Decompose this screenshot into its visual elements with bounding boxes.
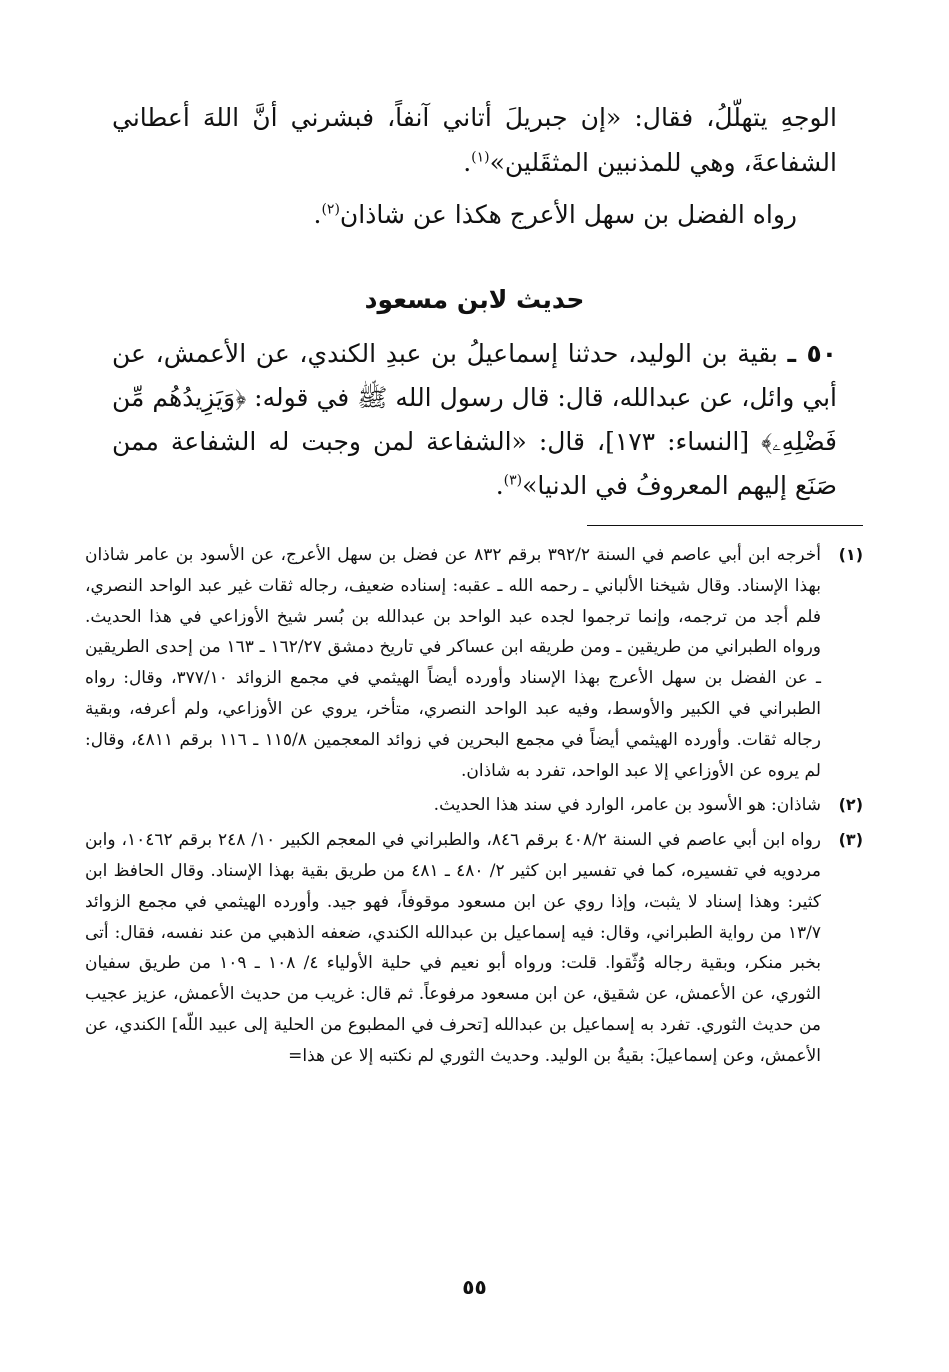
footnote-divider bbox=[587, 525, 863, 526]
footnote-ref-1[interactable]: (١) bbox=[471, 149, 490, 166]
hadith-text: بقية بن الوليد، حدثنا إسماعيلُ بن عبدِ الكندي، عن الأعمش، عن أبي وائل، عن عبدالله، قال: قال رسول الله ﷺ في قوله: ﴿وَيَزِيدُهُم مِّن فَضْلِهِۦ﴾ [النساء: ١٧٣]، قال: «الشفاعة لمن وجبت له الشفاعة ممن صَنَع إليهم المعروفُ في الدنيا» bbox=[112, 339, 837, 500]
main-paragraph-1 bbox=[112, 95, 837, 185]
footnote-2 bbox=[85, 790, 863, 821]
footnote-number: (١) bbox=[838, 545, 863, 564]
footnotes-section bbox=[85, 540, 863, 1076]
footnote-ref-2[interactable]: (٢) bbox=[321, 201, 340, 218]
hadith-end: . bbox=[495, 471, 504, 500]
hadith-number: ٥٠ ـ bbox=[787, 339, 838, 368]
page-number: ٥٥ bbox=[462, 1275, 487, 1299]
footnote-number: (٢) bbox=[838, 795, 863, 815]
footnote-text: رواه ابن أبي عاصم في السنة ٤٠٨/٢ برقم ٨٤٦، والطبراني في المعجم الكبير ١٠/ ٢٤٨ برقم ١٠٤٦٢، وابن مردويه في تفسيره، كما في تفسير ابن كثير ٢/ ٤٨٠ ـ ٤٨١ من طريق بقية بهذا الإسناد. وقال الحافظ ابن كثير: وهذا إسناد لا يثبت، وإذا روي عن ابن مسعود موقوفاً، فهو جيد. وأورده الهيثمي في مجمع الزوائد ١٣/٧ من رواية الطبراني، وقال: فيه إسماعيل بن عبدالله الكندي، ضعفه الذهبي من عند نفسه، فقال: أتى بخبر منكر، وبقية رجاله وُثّقوا. قلت: ورواه أبو نعيم في حلية الأولياء ٤/ ١٠٨ ـ ١٠٩ من طريق سفيان الثوري، عن الأعمش، عن شقيق، عن ابن مسعود مرفوعاً. ثم قال: غريب من حديث الأعمش، عزيز عجيب من حديث الثوري. تفرد به إسماعيل بن عبدالله [تحرف في المطبوع من الحلية إلى عبيد اللّه] الكندي، عن الأعمش، وعن إسماعيلَ: بقيةُ بن الوليد. وحديث الثوري لم نكتبه إلا عن هذا= bbox=[85, 830, 822, 1066]
hadith-paragraph bbox=[112, 332, 837, 508]
main-paragraph-2 bbox=[112, 192, 837, 237]
footnote-text: أخرجه ابن أبي عاصم في السنة ٣٩٢/٢ برقم ٨٣٢ عن فضل بن سهل الأعرج، عن الأسود بن عامر شاذان بهذا الإسناد. وقال شيخنا الألباني ـ رحمه الله ـ عقبه: إسناده ضعيف، رجاله ثقات غير عبد الواحد النصري، فلم أجد من ترجمه، وإنما ترجموا لجده عبد الواحد بن عبدالله بن بُسر شيخ الأوزاعي في هذا الحديث. ورواه الطبراني من طريقين ـ ومن طريقه ابن عساكر في تاريخ دمشق ١٦٢/٢٧ ـ ١٦٣ من إحدى الطريقين ـ عن الفضل بن سهل الأعرج بهذا الإسناد وأورده أيضاً الهيثمي في مجمع الزوائد ٣٧٧/١٠، وقال: رواه الطبراني في الكبير والأوسط، وفيه عبد الواحد النصري، متأخر، يروي عن الأوزاعي، ولم أعرفه، وبقية رجاله ثقات. وأورده الهيثمي أيضاً في مجمع البحرين في زوائد المعجمين ١١٥/٨ ـ ١١٦ برقم ٤٨١١، وقال: لم يروه عن الأوزاعي إلا عبد الواحد، تفرد به شاذان. bbox=[85, 545, 822, 781]
footnote-number: (٣) bbox=[838, 830, 863, 850]
footnote-3 bbox=[85, 825, 863, 1071]
footnote-ref-3[interactable]: (٣) bbox=[503, 472, 523, 489]
footnote-text: شاذان: هو الأسود بن عامر، الوارد في سند هذا الحديث. bbox=[433, 795, 821, 816]
section-heading: حديث لابن مسعود bbox=[364, 285, 585, 314]
paragraph-2-end: . bbox=[313, 200, 322, 229]
footnote-1 bbox=[85, 540, 863, 786]
paragraph-1-text: الوجهِ يتهلّلُ، فقال: «إن جبريلَ أتاني آنفاً، فبشرني أنَّ اللهَ أعطاني الشفاعةَ، وهي للمذنبين المثقَلين» bbox=[112, 103, 837, 177]
paragraph-2-text: رواه الفضل بن سهل الأعرج هكذا عن شاذان bbox=[339, 200, 797, 229]
paragraph-1-end: . bbox=[463, 148, 472, 177]
